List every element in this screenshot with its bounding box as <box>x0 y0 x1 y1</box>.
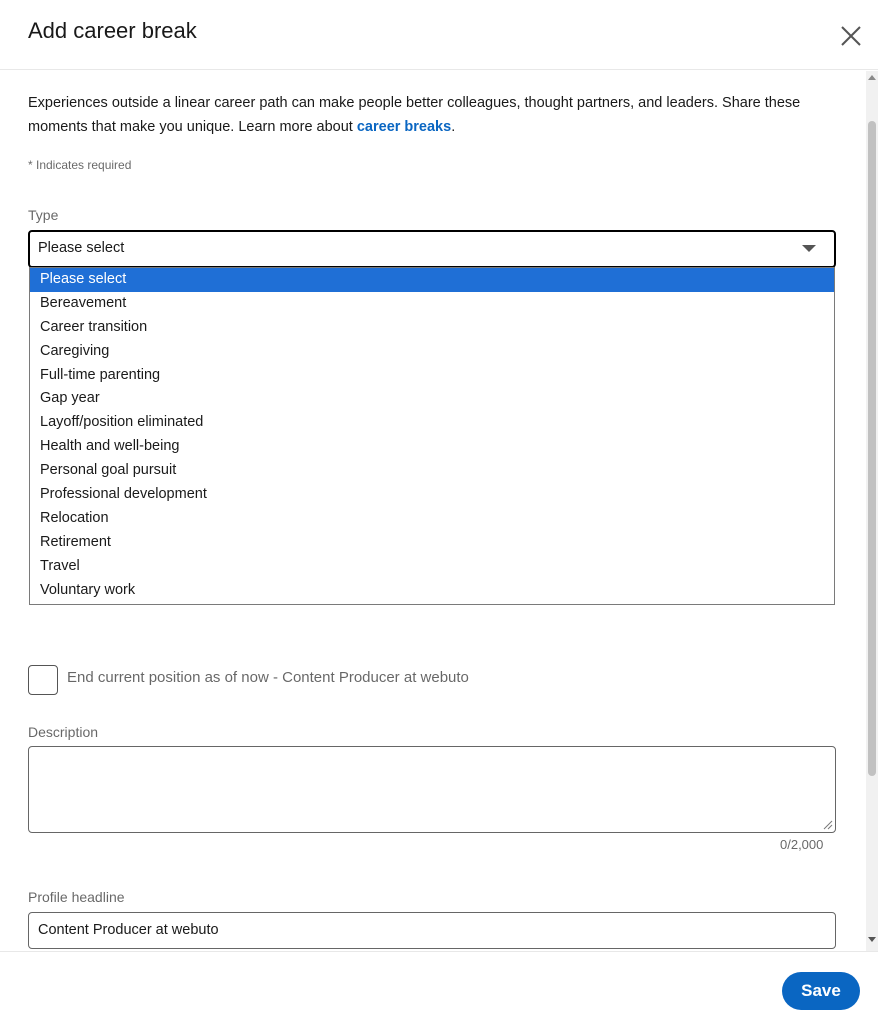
type-option[interactable]: Caregiving <box>40 342 110 359</box>
type-option[interactable]: Gap year <box>40 390 100 407</box>
scroll-down-arrow-icon[interactable] <box>868 937 876 942</box>
type-option[interactable]: Please select <box>30 268 834 292</box>
description-textarea[interactable] <box>28 746 836 833</box>
modal-header <box>0 0 878 70</box>
close-icon <box>840 25 862 47</box>
type-dropdown-list <box>29 267 835 605</box>
caret-down-icon <box>802 245 816 252</box>
type-label: Type <box>28 207 59 223</box>
type-option[interactable]: Personal goal pursuit <box>40 462 177 479</box>
type-option[interactable]: Layoff/position eliminated <box>40 414 204 431</box>
type-option[interactable]: Bereavement <box>40 294 127 311</box>
resize-handle-icon[interactable] <box>823 820 833 830</box>
career-breaks-link[interactable]: career breaks <box>356 119 452 135</box>
scrollbar[interactable] <box>866 71 878 951</box>
end-current-position-checkbox[interactable] <box>28 665 58 695</box>
scrollbar-thumb[interactable] <box>868 121 876 776</box>
type-option[interactable]: Travel <box>40 557 80 574</box>
type-option[interactable]: Professional development <box>40 486 207 503</box>
type-option[interactable]: Retirement <box>40 533 111 550</box>
type-option[interactable]: Career transition <box>40 318 148 335</box>
description-char-count: 0/2,000 <box>780 837 824 852</box>
end-current-position-label: End current position as of now - Content Producer at webuto <box>67 669 469 686</box>
type-option[interactable]: Relocation <box>40 509 109 526</box>
type-option[interactable]: Voluntary work <box>40 581 136 598</box>
description-label: Description <box>28 724 99 740</box>
type-option[interactable]: Full-time parenting <box>40 366 161 383</box>
close-button[interactable] <box>832 17 870 55</box>
type-select-value: Please select <box>38 240 125 256</box>
save-button[interactable]: Save <box>782 972 860 1010</box>
type-select[interactable] <box>28 230 836 268</box>
modal-body <box>0 71 866 951</box>
modal-title: Add career break <box>28 18 197 43</box>
headline-input-value: Content Producer at webuto <box>38 922 219 938</box>
type-option[interactable]: Health and well-being <box>40 438 180 455</box>
required-note: * Indicates required <box>28 158 132 172</box>
intro-text: Experiences outside a linear career path can make people better colleagues, thought partners, and leaders. Share these moments that make you unique. Learn more about career breaks. <box>28 95 801 135</box>
modal-footer <box>0 951 878 1024</box>
headline-input[interactable] <box>28 912 836 949</box>
headline-label: Profile headline <box>28 889 125 905</box>
scroll-up-arrow-icon[interactable] <box>868 75 876 80</box>
